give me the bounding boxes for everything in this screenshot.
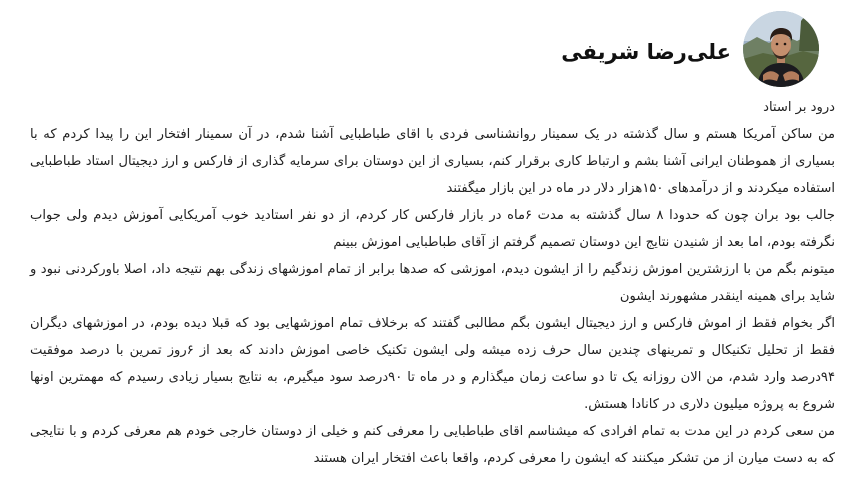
testimonial-paragraph: میتونم بگم من با ارزشترین اموزش زندگیم را از ایشون دیدم، اموزشی که صدها برابر از تمام اموزشهای زندگی بهم نتیجه داد، اصلا باورکردنی نبود و شاید برای همینه اینقدر مشهورند ایشون bbox=[30, 262, 835, 304]
testimonial-paragraph: من سعی کردم در این مدت به تمام افرادی که میشناسم اقای طباطبایی را معرفی کنم و خیلی از دوستان خارجی خودم هم معرفی کردم و با نتایجی که به دست میارن از من تشکر میکنند که ایشون را معرفی کردم، واقعا باعث افتخار ایران هستند bbox=[30, 424, 835, 466]
author-name: علی‌رضا شریفی bbox=[561, 39, 731, 64]
person-photo-icon bbox=[743, 11, 819, 87]
testimonial-paragraph: من ساکن آمریکا هستم و سال گذشته در یک سمینار روانشناسی فردی با اقای طباطبایی آشنا شدم، در آن سمینار افتخار این را پیدا کردم که با بسیاری از هموطنان ایرانی آشنا بشم و ارتباط کاری برقرار کنم، بسیاری از این دوستان برای سرمایه گذاری از فارکس و ارز دیجیتال استاد طباطبایی استفاده میکردند و از درآمدهای ۱۵۰هزار دلار در ماه در این بازار میگفتند bbox=[30, 127, 835, 196]
testimonial-paragraph: جالب بود بران چون که حدودا ۸ سال گذشته به مدت ۶ماه در بازار فارکس کار کردم، از دو نفر استادید خوب آمریکایی آموزش دیدم ولی جواب نگرفته بودم، اما بعد از شنیدن نتایج این دوستان تصمیم گرفتم از آقای طباطبایی اموزش ببینم bbox=[30, 208, 835, 250]
testimonial-paragraph: اگر بخوام فقط از اموش فارکس و ارز دیجیتال ایشون بگم مطالبی گفتند که برخلاف تمام اموزشهایی بود که قبلا دیده بودم، در اموزشهای دیگران فقط از تحلیل تکنیکال و تمرینهای چندین سال حرف زده میشه ولی ایشون تکنیک خاصی اموزش دادند که بعد از ۶روز تمرین با درصد موفقیت ۹۴درصد وارد شدم، من الان روزانه یک تا دو ساعت زمان میگذارم و در ماه تا ۹۰درصد سود میگیرم، به نتایج بسیار زیادی رسیدم که مهمترین اونها شروع به پروژه میلیون دلاری در کانادا هستش. bbox=[30, 316, 835, 412]
author-header bbox=[561, 10, 819, 88]
author-avatar bbox=[743, 11, 819, 87]
testimonial-body bbox=[30, 94, 835, 472]
greeting-text: درود بر استاد bbox=[763, 100, 835, 115]
